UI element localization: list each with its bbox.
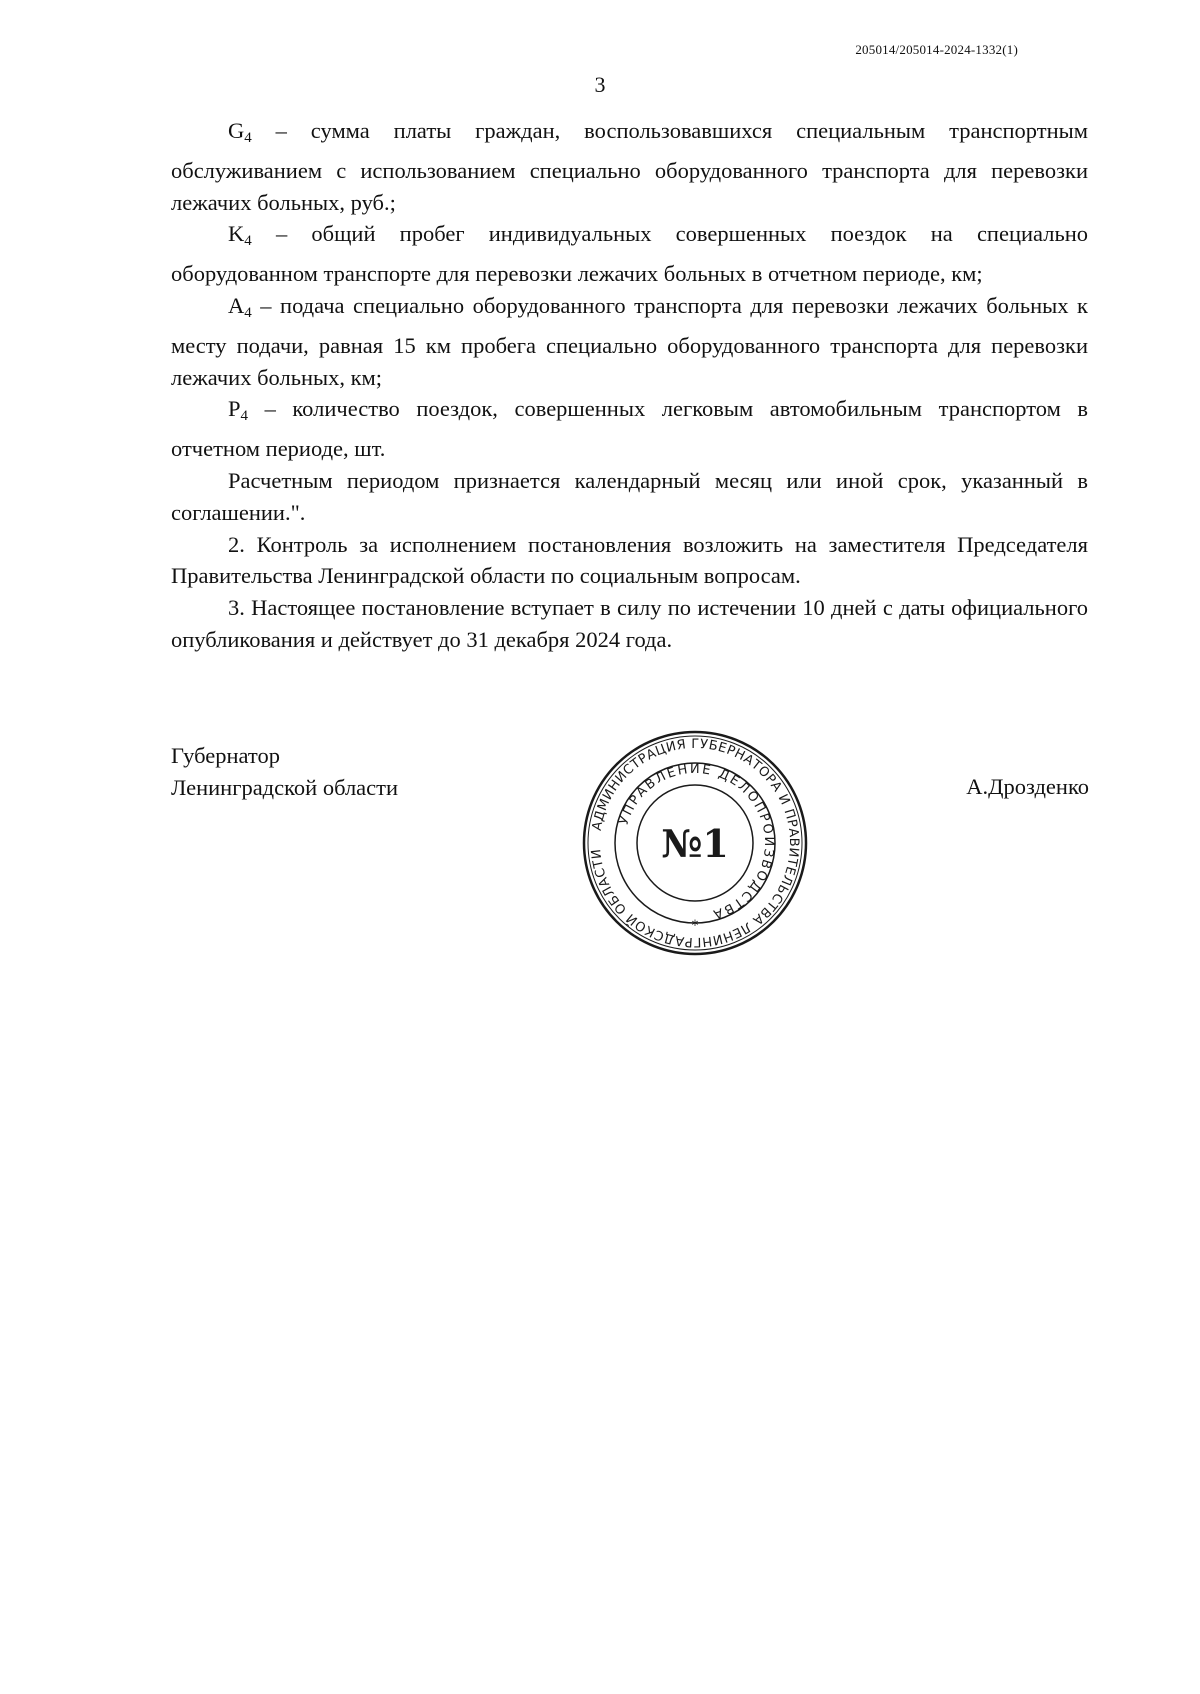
definition-text: – сумма платы граждан, воспользовавшихся специальным транспортным обслуживанием с использованием специально оборудованного транспорта для перевозки лежачих больных, руб.; (171, 118, 1088, 215)
period-paragraph: Расчетным периодом признается календарный месяц или иной срок, указанный в соглашении.". (171, 467, 1088, 525)
signatory-title-line-2: Ленинградской области (171, 775, 399, 800)
seal-graphic (580, 728, 810, 958)
symbol: A (228, 292, 245, 318)
definition-text: – общий пробег индивидуальных совершенных поездок на специально оборудованном транспорте для перевозки лежачих больных в отчетном периоде, км; (171, 221, 1088, 287)
symbol: K (228, 221, 245, 247)
subscript: 4 (244, 233, 252, 250)
seal-outer-text: АДМИНИСТРАЦИЯ ГУБЕРНАТОРА И ПРАВИТЕЛЬСТВА ЛЕНИНГРАДСКОЙ ОБЛАСТИ (589, 736, 802, 950)
definition-a4 (171, 290, 1088, 393)
signatory-title (171, 740, 398, 804)
symbol: P (228, 396, 241, 422)
item-3-paragraph: 3. Настоящее постановление вступает в силу по истечении 10 дней с даты официального опубликования и действует до 31 декабря 2024 года. (171, 595, 1088, 652)
subscript: 4 (244, 304, 252, 321)
subscript: 4 (244, 130, 252, 146)
document-body (171, 115, 1088, 656)
subscript: 4 (240, 408, 249, 425)
definition-k4 (171, 218, 1088, 290)
definition-p4 (171, 393, 1088, 465)
definition-text: – подача специально оборудованного транспорта для перевозки лежачих больных к месту подачи, равная 15 км пробега специально оборудованного транспорта для перевозки лежачих больных, км; (171, 292, 1088, 390)
seal-center-number: №1 (661, 821, 729, 866)
symbol: G (228, 118, 245, 143)
official-seal (580, 728, 810, 958)
seal-inner-text: УПРАВЛЕНИЕ ДЕЛОПРОИЗВОДСТВА (616, 761, 777, 922)
signatory-title-line-1: Губернатор (171, 743, 280, 768)
definition-g4 (171, 115, 1088, 218)
seal-star-icon: * (691, 918, 699, 934)
item-2-paragraph: 2. Контроль за исполнением постановления возложить на заместителя Председателя Правительства Ленинградской области по социальным вопросам. (171, 531, 1088, 589)
document-id: 205014/205014-2024-1332(1) (855, 42, 1018, 57)
signatory-name: А.Дрозденко (966, 774, 1089, 799)
definition-text: – количество поездок, совершенных легковым автомобильным транспортом в отчетном периоде, шт. (171, 396, 1088, 462)
page-number: 3 (594, 72, 606, 97)
